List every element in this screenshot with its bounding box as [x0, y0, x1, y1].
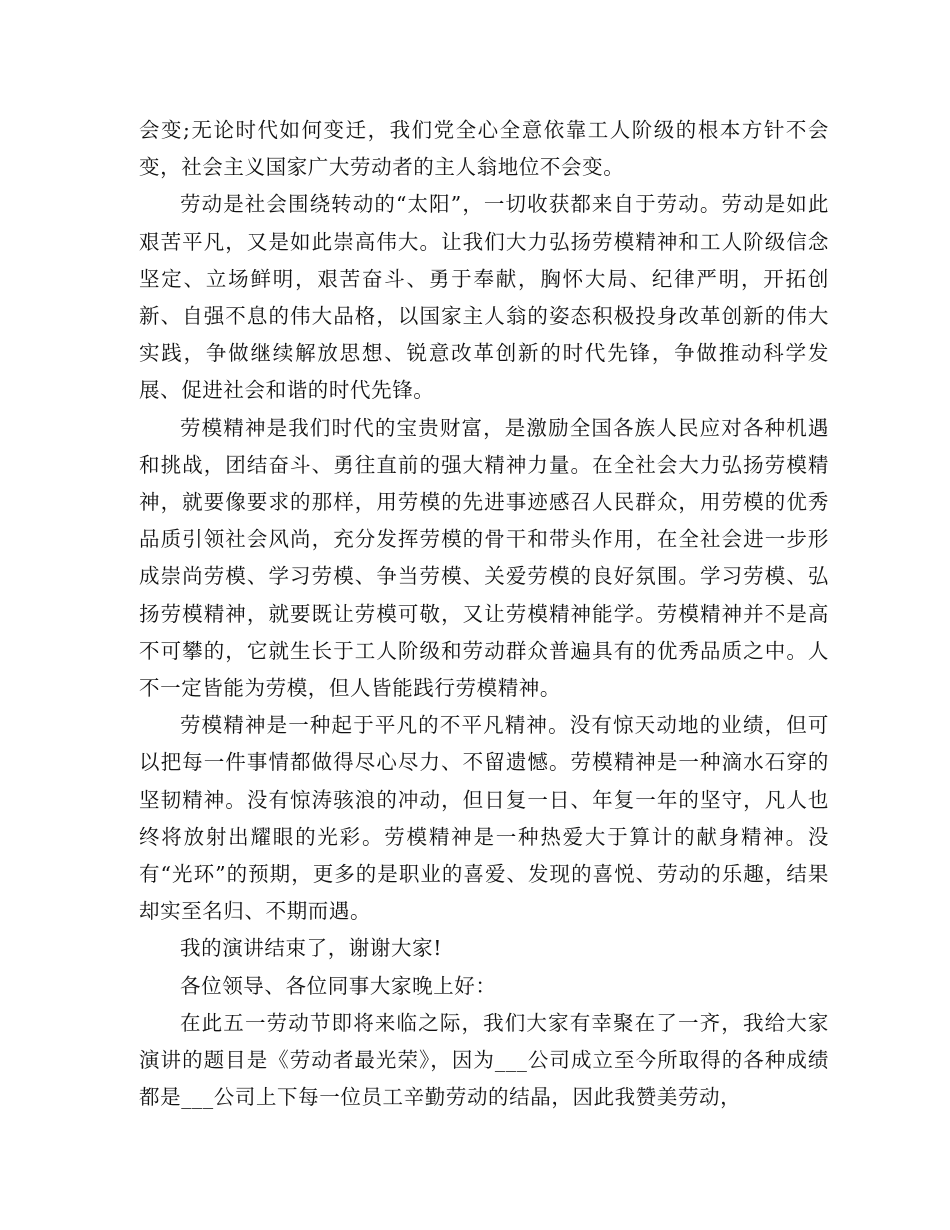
paragraph-model-worker-wealth: 劳模精神是我们时代的宝贵财富，是激励全国各族人民应对各种机遇和挑战，团结奋斗、勇往直前的强大精神力量。在全社会大力弘扬劳模精神，就要像要求的那样，用劳模的先进事迹感召人民群众，用劳模的优秀品质引领社会风尚，充分发挥劳模的骨干和带头作用，在全社会进一步形成崇尚劳模、学习劳模、争当劳模、关爱劳模的良好氛围。学习劳模、弘扬劳模精神，就要既让劳模可敬，又让劳模精神能学。劳模精神并不是高不可攀的，它就生长于工人阶级和劳动群众普遍具有的优秀品质之中。人不一定皆能为劳模，但人皆能践行劳模精神。	[139, 415, 829, 701]
document-body	[139, 112, 829, 1116]
paragraph-greeting: 各位领导、各位同事大家晚上好：	[180, 973, 497, 998]
paragraph-speech-end: 我的演讲结束了，谢谢大家!	[180, 936, 443, 961]
paragraph-speech-intro: 在此五一劳动节即将来临之际，我们大家有幸聚在了一齐，我给大家演讲的题目是《劳动者最光荣》，因为___公司成立至今所取得的各种成绩都是___公司上下每一位员工辛勤劳动的结晶，因此我赞美劳动，	[139, 1010, 829, 1110]
paragraph-model-worker-spirit: 劳模精神是一种起于平凡的不平凡精神。没有惊天动地的业绩，但可以把每一件事情都做得尽心尽力、不留遗憾。劳模精神是一种滴水石穿的坚韧精神。没有惊涛骇浪的冲动，但日复一日、年复一年的坚守，凡人也终将放射出耀眼的光彩。劳模精神是一种热爱大于算计的献身精神。没有“光环”的预期，更多的是职业的喜爱、发现的喜悦、劳动的乐趣，结果却实至名归、不期而遇。	[139, 713, 829, 924]
paragraph-labor-sun: 劳动是社会围绕转动的“太阳”，一切收获都来自于劳动。劳动是如此艰苦平凡，又是如此崇高伟大。让我们大力弘扬劳模精神和工人阶级信念坚定、立场鲜明，艰苦奋斗、勇于奉献，胸怀大局、纪律严明，开拓创新、自强不息的伟大品格，以国家主人翁的姿态积极投身改革创新的伟大实践，争做继续解放思想、锐意改革创新的时代先锋，争做推动科学发展、促进社会和谐的时代先锋。	[139, 192, 829, 403]
paragraph-continuation: 会变;无论时代如何变迁，我们党全心全意依靠工人阶级的根本方针不会变，社会主义国家广大劳动者的主人翁地位不会变。	[139, 118, 829, 180]
